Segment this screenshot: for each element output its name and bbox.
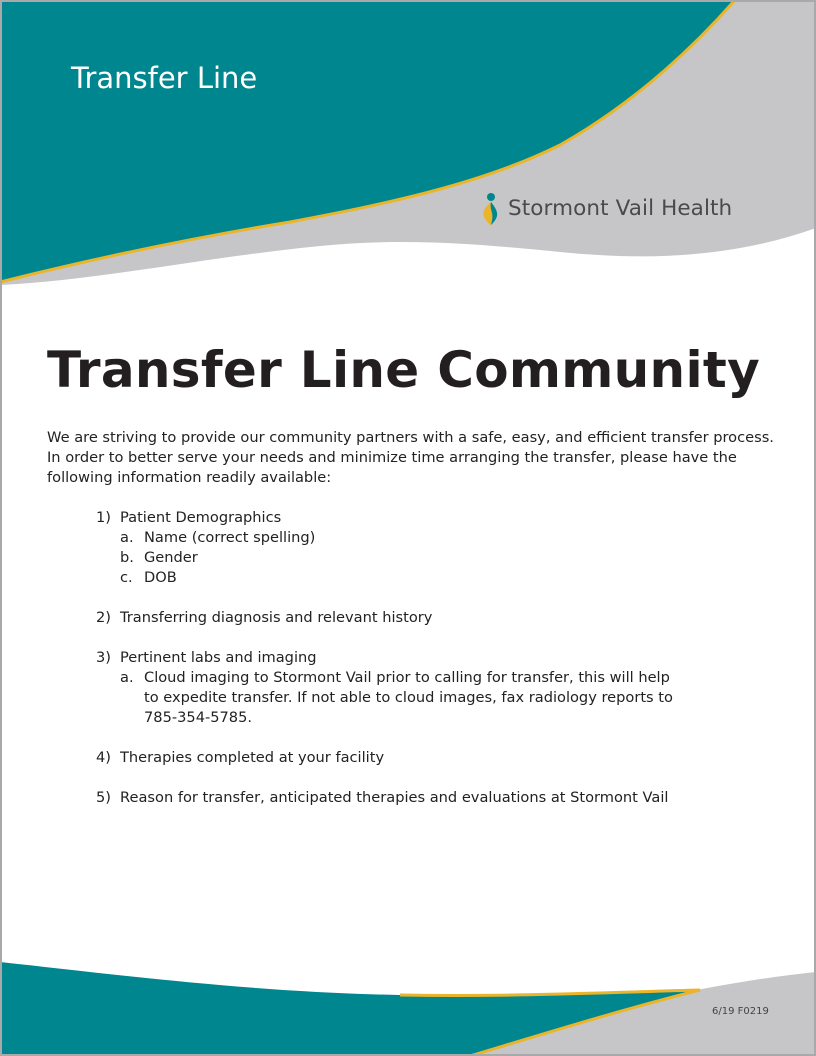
brand-logo	[480, 192, 732, 226]
sub-item	[120, 528, 796, 548]
sub-item	[120, 548, 796, 568]
list-text: Transferring diagnosis and relevant history	[120, 609, 433, 626]
header-title: Transfer Line	[71, 61, 258, 95]
list-number: 1)	[96, 509, 111, 526]
page-title: Transfer Line Community	[47, 341, 760, 399]
list-item	[96, 748, 796, 768]
sub-item	[120, 568, 796, 588]
list-item	[96, 508, 796, 588]
list-text: Reason for transfer, anticipated therapies and evaluations at Stormont Vail	[120, 789, 669, 806]
form-code: 6/19 F0219	[712, 1006, 769, 1017]
sub-letter: a.	[120, 669, 134, 686]
list-item	[96, 608, 796, 628]
list-text: Therapies completed at your facility	[120, 749, 385, 766]
sub-text: Cloud imaging to Stormont Vail prior to calling for transfer, this will help to expedite transfer. If not able to cloud images, fax radiology reports to 785-354-5785.	[144, 669, 673, 726]
sub-letter: c.	[120, 569, 133, 586]
list-number: 3)	[96, 649, 111, 666]
sub-text: DOB	[144, 569, 177, 586]
list-number: 5)	[96, 789, 111, 806]
intro-paragraph: We are striving to provide our community partners with a safe, easy, and efficient transfer process. In order to better serve your needs and minimize time arranging the transfer, please have the following information readily available:	[47, 429, 774, 486]
list-number: 4)	[96, 749, 111, 766]
sub-item	[120, 668, 796, 728]
list-text: Pertinent labs and imaging	[120, 649, 317, 666]
info-list	[96, 508, 796, 828]
list-item	[96, 648, 796, 728]
logo-icon	[480, 192, 502, 226]
sub-letter: a.	[120, 529, 134, 546]
list-text: Patient Demographics	[120, 509, 282, 526]
sub-text: Name (correct spelling)	[144, 529, 316, 546]
list-number: 2)	[96, 609, 111, 626]
sub-text: Gender	[144, 549, 198, 566]
list-item	[96, 788, 796, 808]
brand-name: Stormont Vail Health	[508, 196, 733, 222]
sub-letter: b.	[120, 549, 134, 566]
